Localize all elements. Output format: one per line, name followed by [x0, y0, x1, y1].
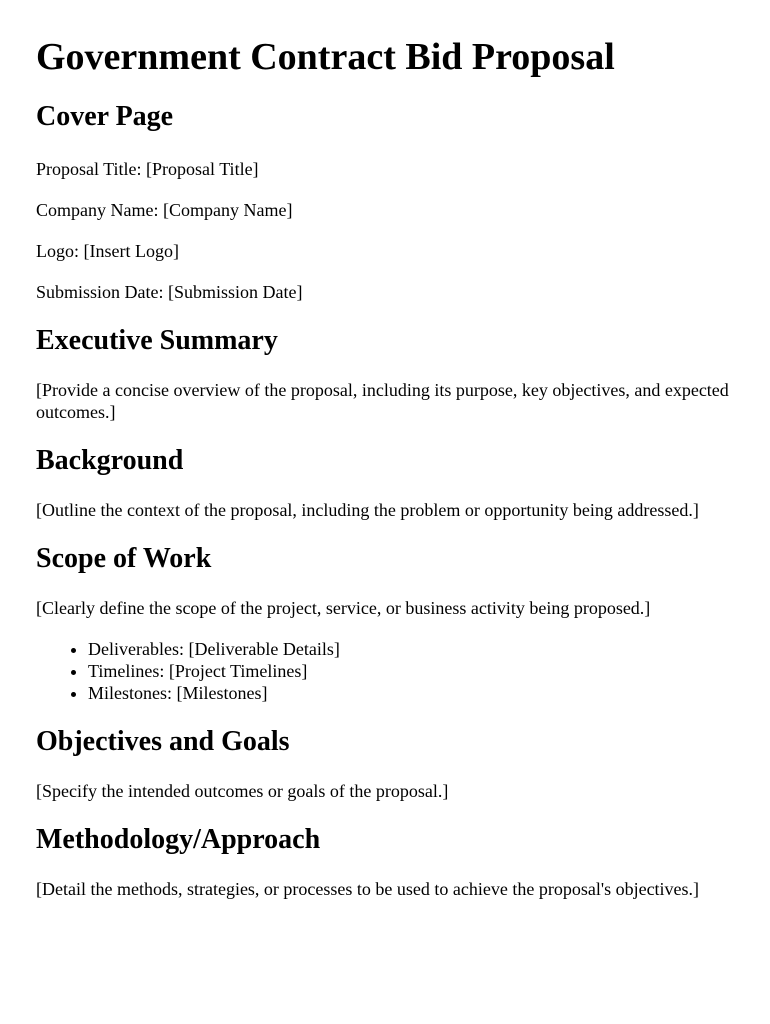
executive-summary-body: [Provide a concise overview of the proposal, including its purpose, key objectives, and expected outcomes.]: [36, 380, 729, 422]
background-body: [Outline the context of the proposal, including the problem or opportunity being addressed.]: [36, 500, 699, 520]
scope-of-work-list: [36, 638, 734, 704]
cover-page-section: [36, 100, 734, 303]
scope-of-work-heading: Scope of Work: [36, 543, 212, 574]
executive-summary-heading: Executive Summary: [36, 325, 278, 356]
methodology-body: [Detail the methods, strategies, or processes to be used to achieve the proposal's objectives.]: [36, 879, 700, 899]
list-item-timelines: • Timelines: [Project Timelines]: [88, 660, 734, 682]
background-heading: Background: [36, 445, 184, 476]
submission-date-line: Submission Date: [Submission Date]: [36, 282, 303, 302]
document-title: Government Contract Bid Proposal: [36, 36, 615, 78]
list-item-deliverables: • Deliverables: [Deliverable Details]: [88, 638, 734, 660]
logo-line: Logo: [Insert Logo]: [36, 241, 179, 261]
list-item-milestones: • Milestones: [Milestones]: [88, 682, 734, 704]
scope-of-work-section: [36, 542, 734, 704]
methodology-heading: Methodology/Approach: [36, 824, 321, 855]
executive-summary-section: [36, 324, 734, 423]
objectives-heading: Objectives and Goals: [36, 726, 290, 757]
proposal-title-line: Proposal Title: [Proposal Title]: [36, 159, 259, 179]
company-name-line: Company Name: [Company Name]: [36, 200, 293, 220]
scope-of-work-body: [Clearly define the scope of the project, service, or business activity being proposed.]: [36, 598, 651, 618]
objectives-section: [36, 725, 734, 802]
methodology-section: [36, 823, 734, 900]
cover-page-heading: Cover Page: [36, 101, 174, 132]
objectives-body: [Specify the intended outcomes or goals of the proposal.]: [36, 781, 449, 801]
background-section: [36, 444, 734, 521]
